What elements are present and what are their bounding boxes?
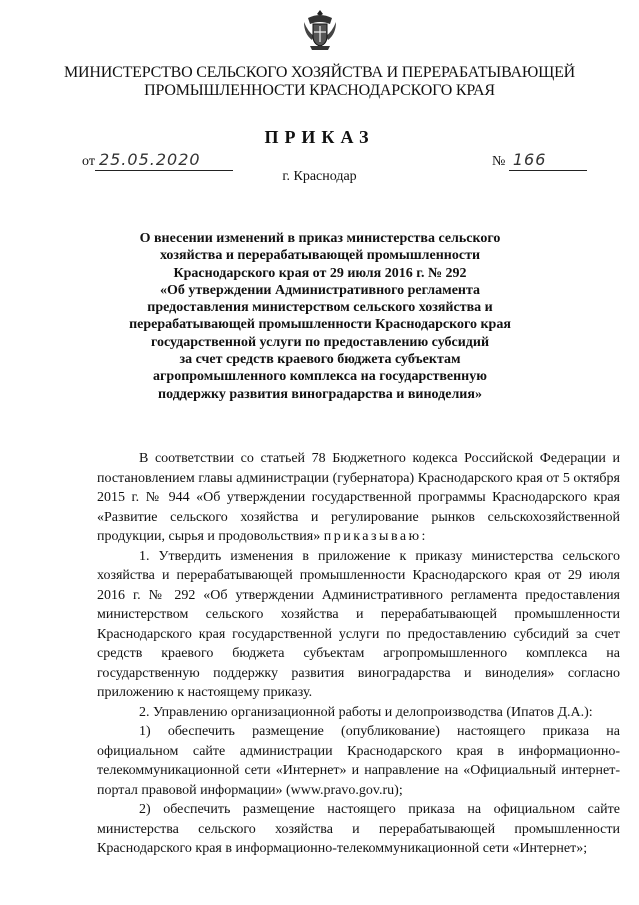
title-line: О внесении изменений в приказ министерства сельского (139, 231, 501, 246)
order-number (492, 150, 587, 171)
item-2-1: 1) обеспечить размещение (опубликование) настоящего приказа на официальном сайте администрации Краснодарского края в информационно-телекоммуникационной сети «Интернет» и направление на «Официальный интернет-портал правовой информации» (www.pravo.gov.ru); (97, 724, 620, 798)
document-body (97, 449, 620, 859)
title-line: хозяйства и перерабатывающей промышленности (159, 248, 481, 264)
number-prefix: № (492, 154, 506, 169)
prikazyvayu: приказываю: (323, 529, 428, 544)
coat-of-arms-icon (302, 8, 338, 52)
document-title (110, 230, 530, 403)
number-handwritten: 166 (512, 150, 547, 169)
title-line: государственной услуги по предоставлению субсидий (150, 334, 490, 350)
ministry-name (40, 64, 599, 100)
title-line: «Об утверждении Административного регламента (159, 282, 481, 298)
title-line: Краснодарского края от 29 июля 2016 г. № 292 (173, 265, 467, 281)
item-2-2: 2) обеспечить размещение настоящего приказа на официальном сайте министерства сельского хозяйства и перерабатывающей промышленности Краснодарского края в информационно-телекоммуникационной сети «Интернет»; (97, 802, 620, 856)
title-line: агропромышленного комплекса на государственную (153, 369, 487, 385)
date-handwritten: 25.05.2020 (98, 150, 201, 169)
title-line: предоставления министерством сельского хозяйства и (147, 300, 493, 316)
title-line: за счет средств краевого бюджета субъектам (179, 352, 461, 368)
city: г. Краснодар (282, 169, 357, 184)
title-line: поддержку развития виноградарства и виноделия» (158, 386, 482, 402)
ministry-name-line2: ПРОМЫШЛЕННОСТИ КРАСНОДАРСКОГО КРАЯ (144, 82, 495, 99)
preamble-text: В соответствии со статьей 78 Бюджетного кодекса Российской Федерации и постановлением главы администрации (губернатора) Краснодарского края от 5 октября 2015 г. № 944 «Об утверждении государственной программы Краснодарского края «Развитие сельского хозяйства и регулирование рынков сельскохозяйственной продукции, сырья и продовольствия» (97, 451, 620, 544)
order-date (82, 150, 233, 171)
document-type: ПРИКАЗ (264, 127, 375, 147)
preamble-paragraph (97, 449, 620, 547)
title-line: перерабатывающей промышленности Краснодарского края (129, 317, 511, 333)
item-1: 1. Утвердить изменения в приложение к приказу министерства сельского хозяйства и перерабатывающей промышленности Краснодарского края от 29 июля 2016 г. № 292 «Об утверждении Административного регламента предоставления министерством сельского хозяйства и перерабатывающей промышленности Краснодарского края государственной услуги по предоставлению субсидий за счет средств краевого бюджета субъектам агропромышленного комплекса на государственную поддержку развития виноградарства и виноделия» согласно приложению к настоящему приказу. (97, 548, 620, 700)
item-2: 2. Управлению организационной работы и делопроизводства (Ипатов Д.А.): (139, 704, 593, 720)
ministry-name-line1: МИНИСТЕРСТВО СЕЛЬСКОГО ХОЗЯЙСТВА И ПЕРЕРАБАТЫВАЮЩЕЙ (64, 64, 575, 81)
date-prefix: от (82, 154, 95, 169)
